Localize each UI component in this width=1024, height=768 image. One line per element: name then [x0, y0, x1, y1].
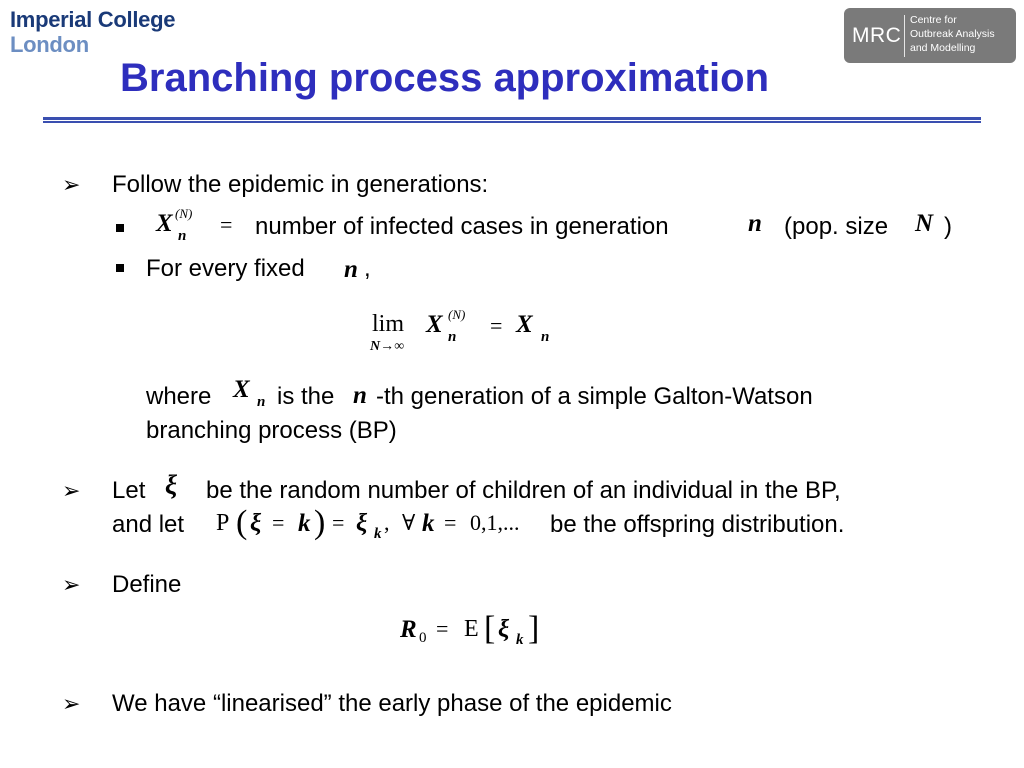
math-xi: ξ — [165, 470, 178, 500]
offspring-text: be the offspring distribution. — [550, 511, 845, 538]
where-line2: branching process (BP) — [146, 417, 397, 444]
title-rule-thin — [43, 121, 981, 123]
comma: , — [364, 255, 371, 282]
math-Xn: X n — [233, 376, 266, 410]
mrc-divider — [904, 15, 905, 57]
mrc-abbrev: MRC — [852, 24, 902, 47]
math-n: n — [344, 256, 358, 283]
mrc-logo — [844, 8, 1016, 63]
linearised-bullet: We have “linearised” the early phase of the epidemic — [112, 690, 672, 717]
where-word: where — [146, 383, 212, 410]
limit-equation: lim N→∞ X (N) n = X n — [370, 307, 550, 354]
title-rule — [43, 117, 981, 120]
math-n: n — [748, 210, 762, 237]
for-every-fixed: For every fixed — [146, 255, 305, 282]
imperial-logo-line1: Imperial College — [10, 7, 176, 32]
square-bullet-icon — [116, 264, 124, 272]
and-let: and let — [112, 511, 185, 538]
arrow-bullet-icon: ➢ — [62, 478, 81, 503]
offspring-distribution-equation: P ( ξ = k ) = ξ k , ∀ k = 0,1,... — [216, 504, 520, 542]
where-rest2: -th generation of a simple Galton-Watson — [376, 383, 813, 410]
arrow-bullet-icon: ➢ — [62, 172, 81, 197]
bullet-follow-generations: Follow the epidemic in generations: — [112, 171, 489, 198]
let-word: Let — [112, 477, 146, 504]
where-rest: is the — [277, 383, 335, 410]
pop-size-close: ) — [944, 213, 952, 240]
slide-title: Branching process approximation — [120, 56, 770, 100]
r0-equation: R 0 = E [ ξ k ] — [400, 610, 540, 648]
imperial-logo-line2: London — [10, 32, 89, 57]
arrow-bullet-icon: ➢ — [62, 691, 81, 716]
pop-size-open: (pop. size — [784, 213, 889, 240]
square-bullet-icon — [116, 224, 124, 232]
let-rest: be the random number of children of an individual in the BP, — [206, 477, 841, 504]
number-infected-text: number of infected cases in generation — [255, 213, 669, 240]
math-n: n — [353, 382, 367, 409]
math-N: N — [915, 210, 934, 237]
arrow-bullet-icon: ➢ — [62, 572, 81, 597]
define-word: Define — [112, 571, 182, 598]
mrc-subtitle: Centre for Outbreak Analysis and Modelling — [910, 14, 995, 54]
